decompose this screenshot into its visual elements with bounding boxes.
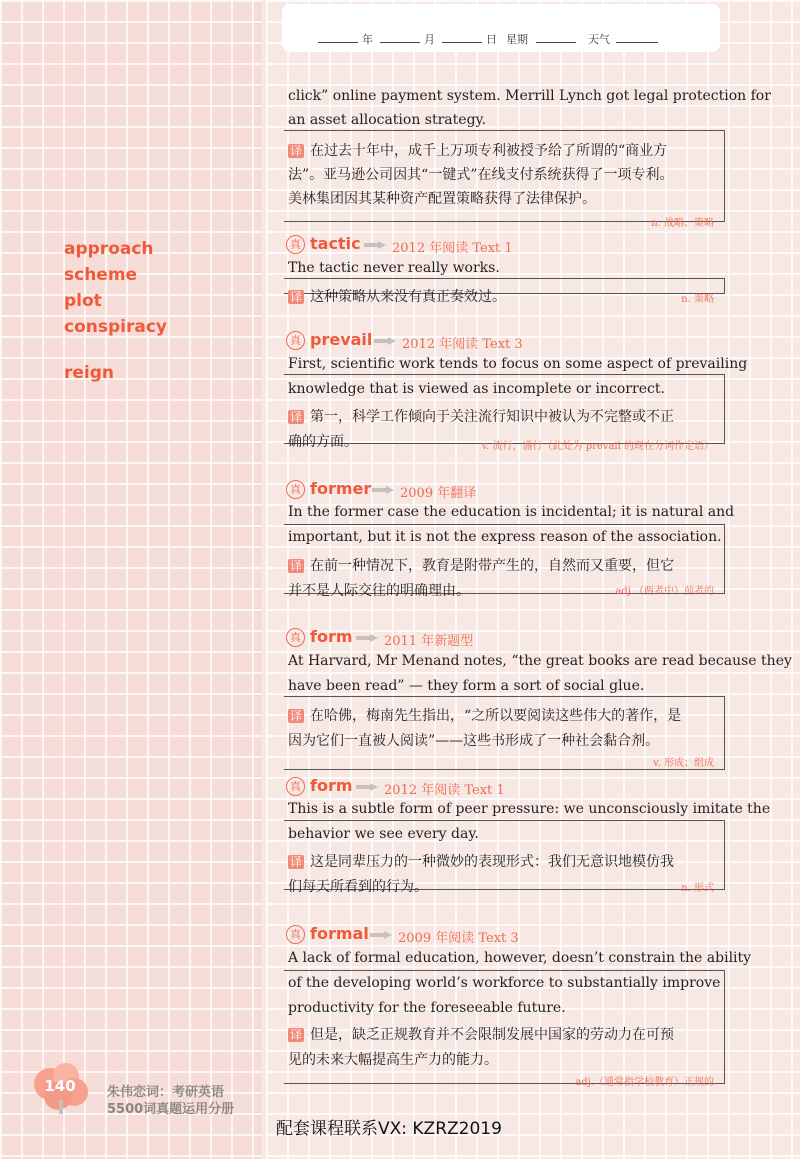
definition-note: v. 形成；组成 <box>653 758 714 769</box>
definition-note: n. 形式 <box>681 883 714 894</box>
definition-note: adj.（通常指学校教育）正规的 <box>575 1077 714 1088</box>
exam-tag-icon: 真 <box>286 777 305 796</box>
synonym-item: conspiracy <box>64 317 167 337</box>
definition-note: n. 策略 <box>681 294 714 305</box>
translation-line: 美林集团因其某种资产配置策略获得了法律保护。 <box>288 191 596 207</box>
arrow-icon <box>374 337 396 345</box>
translation-line: 译 在前一种情况下，教育是附带产生的，自然而又重要，但它 <box>290 558 675 574</box>
headword: form <box>310 627 353 646</box>
example-sentence: of the developing world’s workforce to substantially improve <box>288 975 721 991</box>
example-sentence: This is a subtle form of peer pressure: we unconsciously imitate the <box>288 801 771 817</box>
example-sentence: knowledge that is viewed as incomplete or incorrect. <box>288 381 665 397</box>
example-sentence: have been read” — they form a sort of social glue. <box>288 678 645 694</box>
headword: tactic <box>310 234 361 253</box>
arrow-icon <box>364 241 386 249</box>
synonym-list <box>64 236 167 386</box>
translation-line: 译 第一，科学工作倾向于关注流行知识中被认为不完整或不正 <box>290 409 675 425</box>
example-sentence: A lack of formal education, however, doesn’t constrain the ability <box>288 950 752 966</box>
translation-line: 确的方面。 <box>288 434 358 450</box>
example-sentence: click” online payment system. Merrill Lynch got legal protection for <box>288 88 771 104</box>
example-sentence: behavior we see every day. <box>288 826 479 842</box>
arrow-icon <box>370 931 392 939</box>
example-sentence: In the former case the education is incidental; it is natural and <box>288 504 735 520</box>
source-label: 2011 年新题型 <box>384 634 474 649</box>
translation-line: 法”。亚马逊公司因其“一键式”在线支付系统获得了一项专利。 <box>288 167 674 183</box>
exam-tag-icon: 真 <box>286 628 305 647</box>
headword: prevail <box>310 330 373 349</box>
synonym-item: reign <box>64 363 115 383</box>
definition-note: n. 战略、策略 <box>651 218 714 229</box>
book-title-line: 朱伟恋词：考研英语 <box>107 1085 225 1100</box>
arrow-icon <box>356 783 378 791</box>
synonym-item: plot <box>64 291 102 311</box>
month-label: 月 <box>424 33 435 46</box>
example-sentence: productivity for the foreseeable future. <box>288 1000 566 1016</box>
translation-line: 译 这是同辈压力的一种微妙的表现形式：我们无意识地模仿我 <box>290 854 675 870</box>
book-title-line: 5500词真题运用分册 <box>107 1102 235 1117</box>
page-number: 140 <box>44 1077 76 1095</box>
example-sentence: an asset allocation strategy. <box>288 112 487 128</box>
headword: formal <box>310 924 369 943</box>
definition-note: v. 流行，盛行（此处为 prevail 的现在分词作定语） <box>481 441 714 452</box>
translation-line: 因为它们一直被人阅读”——这些书形成了一种社会黏合剂。 <box>288 733 660 749</box>
synonym-item: scheme <box>64 265 138 285</box>
headword: form <box>310 776 353 795</box>
arrow-icon <box>356 634 378 642</box>
definition-note: adj.（两者中）前者的 <box>615 586 714 597</box>
synonym-item: approach <box>64 239 154 259</box>
headword: former <box>310 479 372 498</box>
example-sentence: First, scientific work tends to focus on some aspect of prevailing <box>288 356 748 372</box>
translation-line: 译 这种策略从来没有真正奏效过。 <box>290 289 507 305</box>
translation-line: 译 但是，缺乏正规教育并不会限制发展中国家的劳动力在可预 <box>290 1027 675 1043</box>
source-label: 2009 年翻译 <box>400 486 477 501</box>
source-label: 2012 年阅读 Text 1 <box>384 783 505 798</box>
exam-tag-icon: 真 <box>286 925 305 944</box>
date-header <box>282 4 720 52</box>
weekday-label: 星期 <box>506 33 528 46</box>
arrow-icon <box>372 486 394 494</box>
translation-line: 并不是人际交往的明确理由。 <box>288 583 470 599</box>
footer-contact-note: 配套课程联系VX: KZRZ2019 <box>276 1119 502 1139</box>
book-title <box>107 1084 234 1118</box>
translation-line: 译 在哈佛，梅南先生指出，“之所以要阅读这些伟大的著作，是 <box>290 708 682 724</box>
weather-label: 天气 <box>588 33 610 46</box>
year-label: 年 <box>362 33 373 46</box>
exam-tag-icon: 真 <box>286 331 305 350</box>
day-label: 日 <box>486 33 497 46</box>
content-page <box>266 0 800 1159</box>
translation-line: 见的未来大幅提高生产力的能力。 <box>288 1052 498 1068</box>
translation-line: 译 在过去十年中，成千上万项专利被授予给了所谓的“商业方 <box>290 143 668 159</box>
source-label: 2009 年阅读 Text 3 <box>398 931 519 946</box>
source-label: 2012 年阅读 Text 3 <box>402 337 523 352</box>
source-label: 2012 年阅读 Text 1 <box>392 241 513 256</box>
example-sentence: At Harvard, Mr Menand notes, “the great books are read because they <box>288 653 792 669</box>
exam-tag-icon: 真 <box>286 480 305 499</box>
example-sentence: The tactic never really works. <box>288 260 500 276</box>
example-sentence: important, but it is not the express reason of the association. <box>288 529 722 545</box>
margin-column <box>0 0 262 1159</box>
translation-line: 们每天所看到的行为。 <box>288 879 428 895</box>
exam-tag-icon: 真 <box>286 235 305 254</box>
